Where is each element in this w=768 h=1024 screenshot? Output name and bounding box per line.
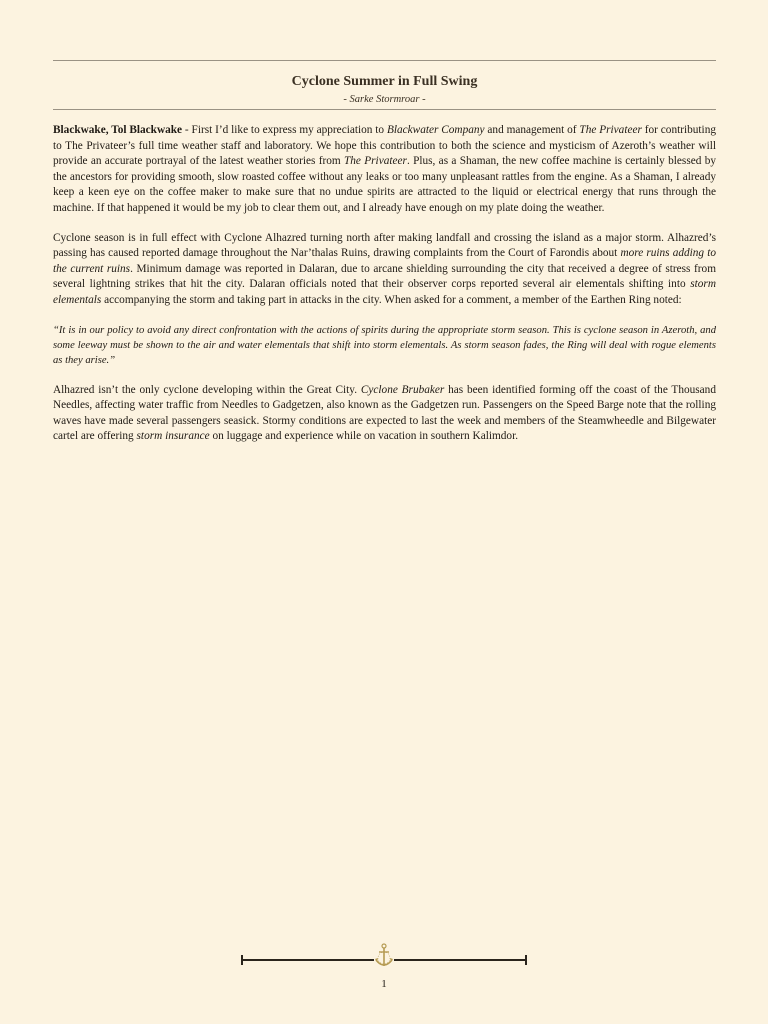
dateline: Blackwake, Tol Blackwake	[53, 124, 183, 136]
italic-span: more ruins adding to the current ruins	[53, 247, 716, 275]
text-span: has been identified forming off the coast of the Thousand Needles, affecting water traffic from Needles to Gadgetzen, also known as the Gadgetzen run. Passengers on the Speed Barge note that the rolling waves have made several passengers seasick. Stormy conditions are expected to last the week and members of the Steamwheedle and Bilgewater cartel are offering	[53, 383, 716, 443]
article-body	[53, 123, 716, 459]
text-span: - First I’d like to express my appreciation to	[182, 124, 387, 136]
article-byline: - Sarke Stormroar -	[343, 94, 426, 105]
text-span: for contributing to The Privateer’s full time weather staff and laboratory. We hope this contribution to both the science and mysticism of Azeroth’s weather will provide an accurate portrayal of the latest weather stories from	[53, 124, 716, 168]
text-span: accompanying the storm and taking part in attacks in the city. When asked for a comment, a member of the Earthen Ring noted:	[101, 293, 682, 306]
text-span: Alhazred isn’t the only cyclone developing within the Great City.	[53, 383, 361, 396]
italic-span: storm insurance	[136, 430, 210, 443]
italic-span: The Privateer	[579, 124, 642, 136]
italic-span: Blackwater Company	[386, 124, 485, 136]
paragraph-1	[53, 123, 716, 217]
text-span: and management of	[484, 124, 580, 136]
footer-rule-cap-right	[525, 955, 527, 965]
article-title: Cyclone Summer in Full Swing	[291, 74, 478, 89]
text-span: . Plus, as a Shaman, the new coffee machine is certainly blessed by the ancestors for providing smooth, slow roasted coffee without any leaks or too many unpleasant rattles from the engine. As a Shaman, I already keep a keen eye on the coffee maker to make sure that no undue spirits are attracted to the liquid or electrical energy that runs through the machine. If that happened it would be my job to clear them out, and I already have enough on my plate doing the weather.	[53, 155, 716, 214]
paragraph-2	[53, 231, 716, 309]
header-rule-bottom	[53, 109, 716, 110]
paragraph-3	[53, 383, 716, 445]
text-span: Cyclone season is in full effect with Cyclone Alhazred turning north after making landfall and crossing the island as a major storm. Alhazred’s passing has caused reported damage throughout the Nar’thalas Ruins, drawing complaints from the Court of Farondis about	[53, 231, 716, 260]
italic-span: The Privateer	[344, 155, 407, 168]
footer-rule-cap-left	[241, 955, 243, 965]
anchor-icon	[370, 942, 398, 972]
italic-span: Cyclone Brubaker	[360, 383, 445, 396]
text-span: . Minimum damage was reported in Dalaran, due to arcane shielding surrounding the city that received a degree of stress from several lightning strikes that hit the city. Dalaran officials noted that their observer corps reported several air elementals shifting into	[53, 262, 716, 291]
text-span: on luggage and experience while on vacation in southern Kalimdor.	[209, 430, 519, 443]
earthen-ring-quote: “It is in our policy to avoid any direct confrontation with the actions of spirits during the appropriate storm season. This is cyclone season in Azeroth, and some leeway must be shown to the air and water elementals that shift into storm elementals. As storm season fades, the Ring will deal with rogue elements as they arise.”	[53, 324, 716, 366]
italic-span: storm elementals	[53, 278, 716, 306]
page-number: 1	[381, 978, 387, 990]
header-rule-top	[53, 60, 716, 61]
